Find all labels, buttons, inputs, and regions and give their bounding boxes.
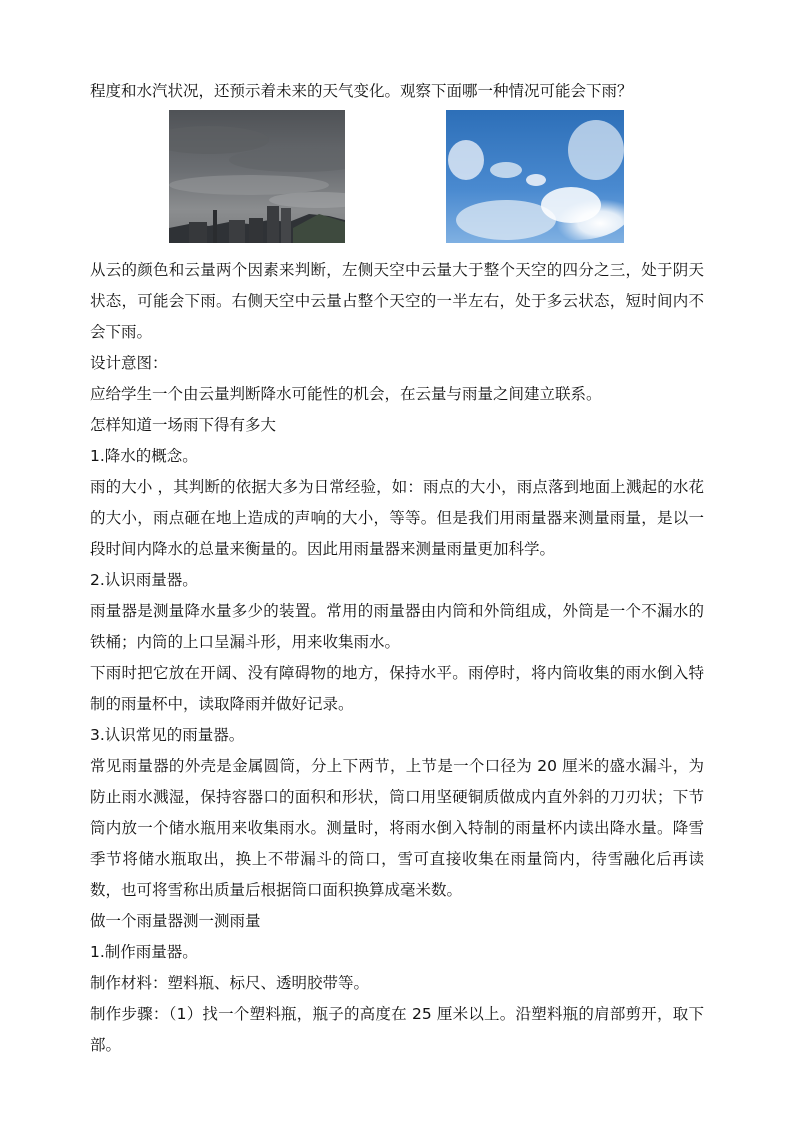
subheading-common-gauge: 3.认识常见的雨量器。 bbox=[90, 726, 245, 744]
rain-gauge-usage-paragraph: 下雨时把它放在开阔、没有障碍物的地方，保持水平。雨停时，将内筒收集的雨水倒入特制的雨量杯中，读取降雨并做好记录。 bbox=[90, 664, 704, 713]
subheading-precipitation-concept: 1.降水的概念。 bbox=[90, 447, 198, 465]
design-intent-paragraph: 应给学生一个由云量判断降水可能性的机会，在云量与雨量之间建立联系。 bbox=[90, 385, 602, 403]
overcast-sky-photo bbox=[169, 110, 345, 243]
precipitation-concept-paragraph: 雨的大小 ，其判断的依据大多为日常经验，如：雨点的大小，雨点落到地面上溅起的水花的大小，雨点砸在地上造成的声响的大小，等等。但是我们用雨量器来测量雨量，是以一段时间内降水的总量来衡量的。因此用雨量器来测量雨量更加科学。 bbox=[90, 478, 704, 558]
section-heading-rain-amount: 怎样知道一场雨下得有多大 bbox=[90, 416, 277, 434]
cloud-judgement-paragraph: 从云的颜色和云量两个因素来判断，左侧天空中云量大于整个天空的四分之三，处于阴天状态，可能会下雨。右侧天空中云量占整个天空的一半左右，处于多云状态，短时间内不会下雨。 bbox=[90, 261, 704, 341]
design-intent-heading: 设计意图： bbox=[90, 354, 168, 372]
steps-paragraph: 制作步骤：（1）找一个塑料瓶，瓶子的高度在 25 厘米以上。沿塑料瓶的肩部剪开，取下部。 bbox=[90, 1005, 704, 1054]
subheading-make-gauge: 1.制作雨量器。 bbox=[90, 943, 198, 961]
materials-paragraph: 制作材料：塑料瓶、标尺、透明胶带等。 bbox=[90, 974, 370, 992]
document-page bbox=[90, 76, 704, 1061]
intro-line: 程度和水汽状况，还预示着未来的天气变化。观察下面哪一种情况可能会下雨？ bbox=[90, 82, 633, 100]
common-gauge-paragraph: 常见雨量器的外壳是金属圆筒，分上下两节，上节是一个口径为 20 厘米的盛水漏斗，为防止雨水溅湿，保持容器口的面积和形状，筒口用坚硬铜质做成内直外斜的刀刃状；下节筒内放一个储水瓶用来收集雨水。测量时，将雨水倒入特制的雨量杯内读出降水量。降雪季节将储水瓶取出，换上不带漏斗的筒口，雪可直接收集在雨量筒内，待雪融化后再读数，也可将雪称出质量后根据筒口面积换算成毫米数。 bbox=[90, 757, 704, 899]
rain-gauge-paragraph: 雨量器是测量降水量多少的装置。常用的雨量器由内筒和外筒组成，外筒是一个不漏水的铁桶；内筒的上口呈漏斗形，用来收集雨水。 bbox=[90, 602, 704, 651]
partly-cloudy-sky-photo bbox=[446, 110, 624, 243]
section-heading-make-gauge: 做一个雨量器测一测雨量 bbox=[90, 912, 261, 930]
photo-row bbox=[90, 110, 704, 250]
subheading-rain-gauge: 2.认识雨量器。 bbox=[90, 571, 198, 589]
